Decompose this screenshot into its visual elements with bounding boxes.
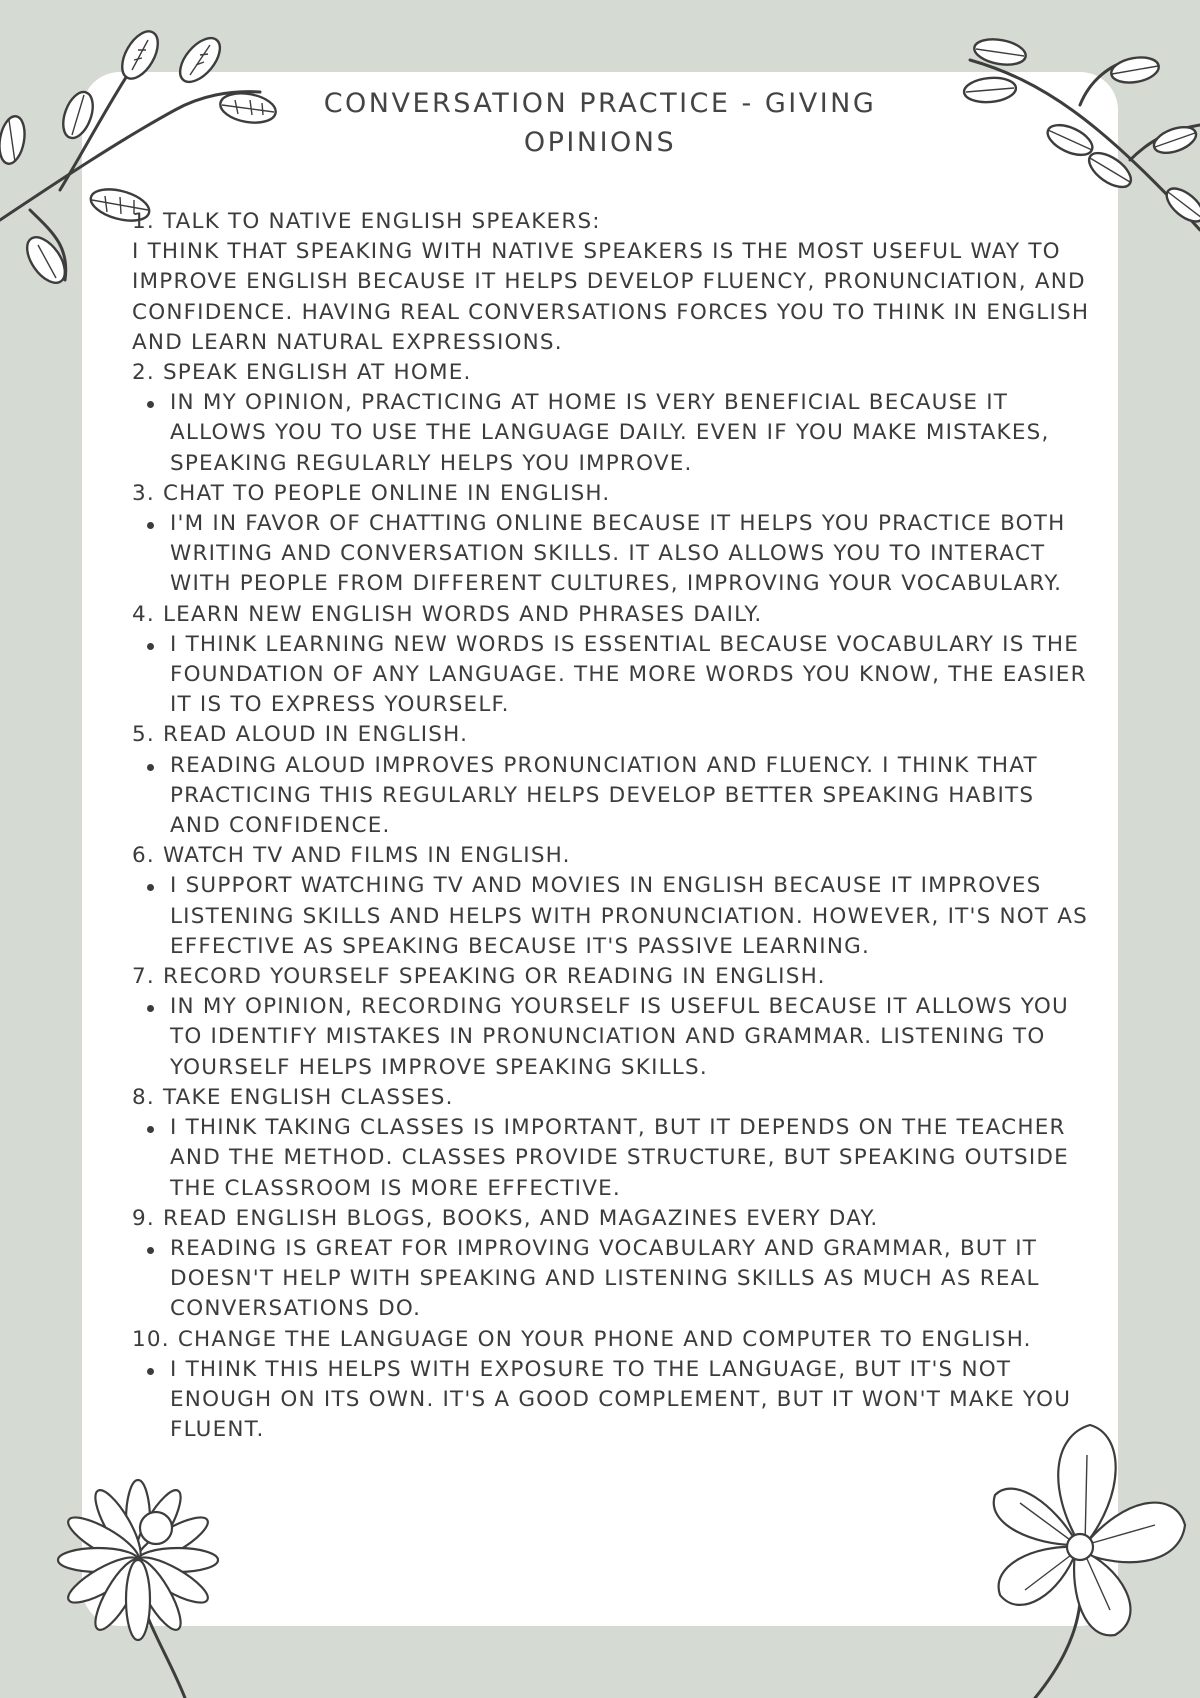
opinions-list — [132, 207, 1092, 1445]
section-heading-5: 5. READ ALOUD IN ENGLISH. — [132, 722, 469, 748]
section-heading-10: 10. CHANGE THE LANGUAGE ON YOUR PHONE AND COMPUTER TO ENGLISH. — [132, 1326, 1032, 1352]
daisy-flower-bottom-left-icon — [20, 1480, 270, 1698]
section-heading-6: 6. WATCH TV AND FILMS IN ENGLISH. — [132, 843, 571, 869]
section-heading-8: 8. TAKE ENGLISH CLASSES. — [132, 1084, 454, 1110]
section-bullet-6: I SUPPORT WATCHING TV AND MOVIES IN ENGLISH BECAUSE IT IMPROVES LISTENING SKILLS AND HELPS WITH PRONUNCIATION. HOWEVER, IT'S NOT AS EFFECTIVE AS SPEAKING BECAUSE IT'S PASSIVE LEARNING. — [132, 871, 1092, 962]
title-line-2: OPINIONS — [523, 127, 677, 158]
section-bullet-7: IN MY OPINION, RECORDING YOURSELF IS USEFUL BECAUSE IT ALLOWS YOU TO IDENTIFY MISTAKES IN PRONUNCIATION AND GRAMMAR. LISTENING TO YOURSELF HELPS IMPROVE SPEAKING SKILLS. — [132, 992, 1092, 1083]
section-heading-9: 9. READ ENGLISH BLOGS, BOOKS, AND MAGAZINES EVERY DAY. — [132, 1205, 879, 1231]
flower-bottom-right-icon — [975, 1395, 1200, 1698]
section-heading-2: 2. SPEAK ENGLISH AT HOME. — [132, 360, 472, 386]
section-heading-1: 1. TALK TO NATIVE ENGLISH SPEAKERS: — [132, 209, 601, 234]
section-bullet-8: I THINK TAKING CLASSES IS IMPORTANT, BUT IT DEPENDS ON THE TEACHER AND THE METHOD. CLASSES PROVIDE STRUCTURE, BUT SPEAKING OUTSIDE THE CLASSROOM IS MORE EFFECTIVE. — [132, 1113, 1092, 1204]
section-bullet-2: IN MY OPINION, PRACTICING AT HOME IS VERY BENEFICIAL BECAUSE IT ALLOWS YOU TO USE THE LANGUAGE DAILY. EVEN IF YOU MAKE MISTAKES, SPEAKING REGULARLY HELPS YOU IMPROVE. — [132, 388, 1092, 479]
section-bullet-3: I'M IN FAVOR OF CHATTING ONLINE BECAUSE IT HELPS YOU PRACTICE BOTH WRITING AND CONVERSATION SKILLS. IT ALSO ALLOWS YOU TO INTERACT WITH PEOPLE FROM DIFFERENT CULTURES, IMPROVING YOUR VOCABULARY. — [132, 509, 1092, 600]
section-heading-4: 4. LEARN NEW ENGLISH WORDS AND PHRASES DAILY. — [132, 601, 763, 627]
title-line-1: CONVERSATION PRACTICE - GIVING — [323, 88, 877, 119]
section-bullet-9: READING IS GREAT FOR IMPROVING VOCABULARY AND GRAMMAR, BUT IT DOESN'T HELP WITH SPEAKING AND LISTENING SKILLS AS MUCH AS REAL CONVERSATIONS DO. — [132, 1234, 1092, 1325]
section-bullet-5: READING ALOUD IMPROVES PRONUNCIATION AND FLUENCY. I THINK THAT PRACTICING THIS REGULARLY HELPS DEVELOP BETTER SPEAKING HABITS AND CONFIDENCE. — [132, 751, 1092, 842]
section-bullet-4: I THINK LEARNING NEW WORDS IS ESSENTIAL BECAUSE VOCABULARY IS THE FOUNDATION OF ANY LANGUAGE. THE MORE WORDS YOU KNOW, THE EASIER IT IS TO EXPRESS YOURSELF. — [132, 630, 1092, 721]
section-heading-3: 3. CHAT TO PEOPLE ONLINE IN ENGLISH. — [132, 480, 611, 506]
page-title — [0, 84, 1200, 162]
section-heading-7: 7. RECORD YOURSELF SPEAKING OR READING IN ENGLISH. — [132, 964, 826, 990]
section-body-1: I THINK THAT SPEAKING WITH NATIVE SPEAKERS IS THE MOST USEFUL WAY TO IMPROVE ENGLISH BECAUSE IT HELPS DEVELOP FLUENCY, PRONUNCIATION, AND CONFIDENCE. HAVING REAL CONVERSATIONS FORCES YOU TO THINK IN ENGLISH AND LEARN NATURAL EXPRESSIONS. — [132, 239, 1090, 355]
section-bullet-10: I THINK THIS HELPS WITH EXPOSURE TO THE LANGUAGE, BUT IT'S NOT ENOUGH ON ITS OWN. IT'S A GOOD COMPLEMENT, BUT IT WON'T MAKE YOU FLUENT. — [132, 1355, 1092, 1446]
